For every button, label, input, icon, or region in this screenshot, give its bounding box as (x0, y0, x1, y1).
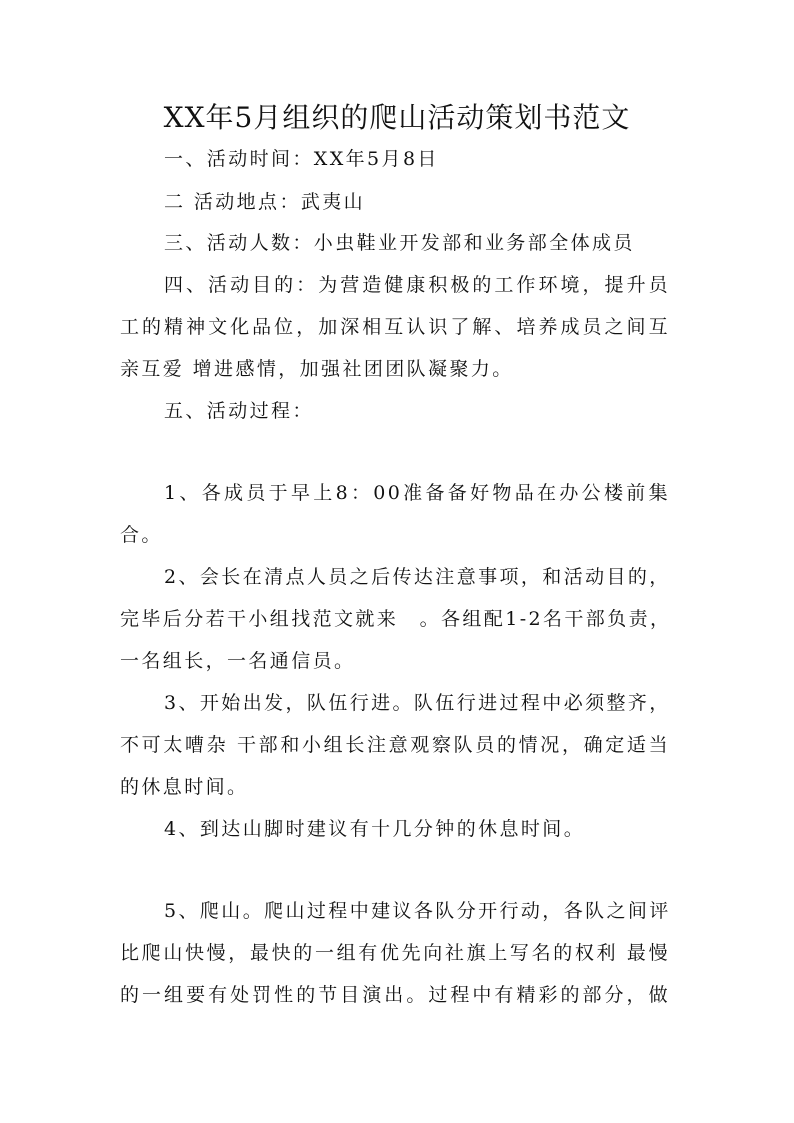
process-step-2-line-1: 2、会长在清点人员之后传达注意事项，和活动目的， (164, 566, 671, 588)
process-step-3-line-2: 不可太嘈杂 干部和小组长注意观察队员的情况，确定适当 (120, 734, 670, 756)
activity-time-line: 一、活动时间：XX年5月8日 (164, 148, 439, 170)
process-step-2-line-3: 一名组长，一名通信员。 (120, 650, 356, 672)
document-title: XX年5月组织的爬山活动策划书范文 (163, 101, 631, 134)
process-step-3-line-1: 3、开始出发，队伍行进。队伍行进过程中必须整齐， (164, 692, 671, 714)
process-step-5-line-3: 的一组要有处罚性的节目演出。过程中有精彩的部分，做 (120, 984, 670, 1006)
activity-participants-line: 三、活动人数：小虫鞋业开发部和业务部全体成员 (164, 232, 635, 254)
activity-purpose-line-2: 工的精神文化品位，加深相互认识了解、培养成员之间互 (120, 316, 670, 338)
process-step-5-line-1: 5、爬山。爬山过程中建议各队分开行动，各队之间评 (164, 900, 671, 922)
process-step-5-line-2: 比爬山快慢，最快的一组有优先向社旗上写名的权利 最慢 (120, 942, 670, 964)
activity-process-heading: 五、活动过程： (164, 400, 314, 422)
activity-location-line: 二 活动地点：武夷山 (164, 191, 366, 213)
process-step-4-line-1: 4、到达山脚时建议有十几分钟的休息时间。 (164, 818, 586, 840)
process-step-2-line-2: 完毕后分若干小组找范文就来 。各组配1-2名干部负责， (120, 608, 672, 630)
activity-purpose-line-1: 四、活动目的：为营造健康积极的工作环境，提升员 (164, 274, 670, 296)
process-step-1-line-1: 1、各成员于早上8：00准备备好物品在办公楼前集 (164, 482, 670, 504)
activity-purpose-line-3: 亲互爱 增进感情，加强社团团队凝聚力。 (120, 358, 514, 380)
process-step-1-line-2: 合。 (120, 524, 163, 546)
process-step-3-line-3: 的休息时间。 (120, 776, 249, 798)
